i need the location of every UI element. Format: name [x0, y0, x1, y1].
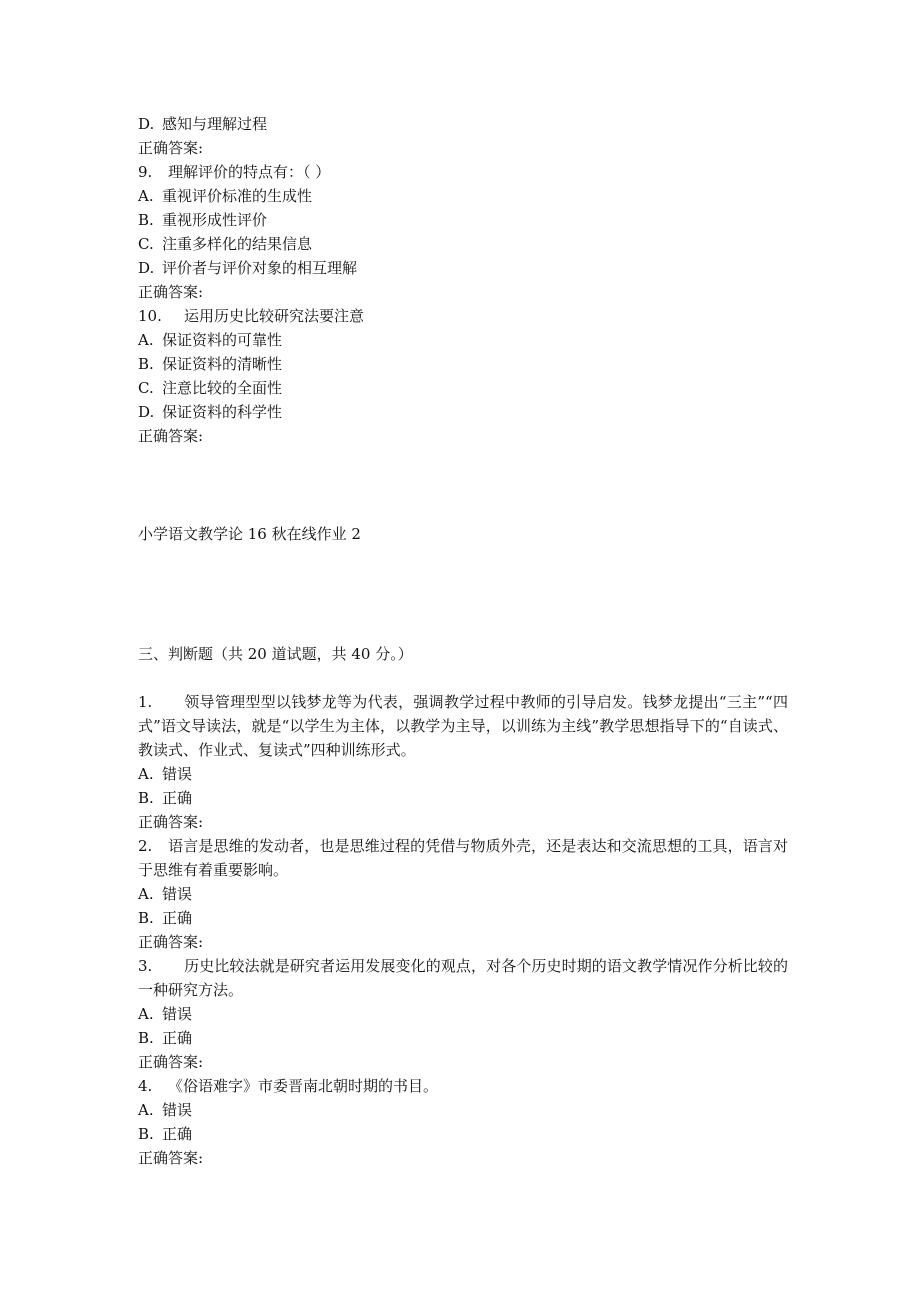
- option-letter: B.: [138, 355, 154, 373]
- option-text: 保证资料的科学性: [162, 403, 283, 421]
- option-text: 错误: [162, 1101, 193, 1119]
- q9-option-d: [138, 256, 788, 280]
- q8-answer-label: 正确答案:: [138, 139, 204, 157]
- option-text: 错误: [162, 885, 193, 903]
- answer-label: 正确答案:: [138, 1149, 204, 1167]
- option-a: [138, 1002, 788, 1026]
- answer-label: 正确答案:: [138, 933, 204, 951]
- option-text: 正确: [162, 1125, 193, 1143]
- option-text: 错误: [162, 1005, 193, 1023]
- option-text: 正确: [162, 789, 193, 807]
- q9-option-a: [138, 184, 788, 208]
- q10-answer-label: 正确答案:: [138, 427, 204, 445]
- option-b: [138, 906, 788, 930]
- question-text: 《俗语难字》市委晋南北朝时期的书目。: [168, 1077, 439, 1095]
- question-text: 运用历史比较研究法要注意: [184, 307, 365, 325]
- q9-answer-label: 正确答案:: [138, 283, 204, 301]
- question-number: 4.: [138, 1077, 153, 1095]
- q9-option-c: [138, 232, 788, 256]
- q8-option-d: [138, 112, 788, 136]
- question-text: 理解评价的特点有：（ ）: [168, 163, 331, 181]
- question-2: [138, 834, 788, 954]
- question-number: 10.: [138, 307, 162, 325]
- question-number: 3.: [138, 957, 153, 975]
- question-stem: [138, 834, 788, 882]
- question-stem: [138, 690, 788, 762]
- question-number: 2.: [138, 837, 153, 855]
- top-question-block: [138, 112, 788, 448]
- option-text: 重视形成性评价: [162, 211, 268, 229]
- q10-option-c: [138, 376, 788, 400]
- judgement-question-block: [138, 690, 788, 1170]
- option-letter: A.: [138, 765, 154, 783]
- option-a: [138, 1098, 788, 1122]
- option-text: 正确: [162, 909, 193, 927]
- option-letter: A.: [138, 187, 154, 205]
- question-text: 语言是思维的发动者，也是思维过程的凭借与物质外壳，还是表达和交流思想的工具，语言对于思维有着重要影响。: [138, 837, 788, 879]
- option-letter: C.: [138, 379, 154, 397]
- option-a: [138, 762, 788, 786]
- option-text: 错误: [162, 765, 193, 783]
- option-letter: B.: [138, 1029, 154, 1047]
- option-letter: A.: [138, 1005, 154, 1023]
- option-text: 正确: [162, 1029, 193, 1047]
- option-letter: D.: [138, 259, 155, 277]
- question-stem: [138, 1074, 788, 1098]
- option-letter: B.: [138, 211, 154, 229]
- option-letter: B.: [138, 1125, 154, 1143]
- option-text: 注意比较的全面性: [162, 379, 283, 397]
- option-b: [138, 1122, 788, 1146]
- question-4: [138, 1074, 788, 1170]
- option-letter: A.: [138, 885, 154, 903]
- question-1: [138, 690, 788, 834]
- option-text: 注重多样化的结果信息: [162, 235, 313, 253]
- option-text: 评价者与评价对象的相互理解: [162, 259, 358, 277]
- question-3: [138, 954, 788, 1074]
- option-text: 保证资料的清晰性: [162, 355, 283, 373]
- q10-option-d: [138, 400, 788, 424]
- option-letter: B.: [138, 789, 154, 807]
- option-text: 重视评价标准的生成性: [162, 187, 313, 205]
- option-letter: D.: [138, 115, 155, 133]
- answer-label: 正确答案:: [138, 813, 204, 831]
- q9-option-b: [138, 208, 788, 232]
- question-stem: [138, 954, 788, 1002]
- assignment-title: 小学语文教学论 16 秋在线作业 2: [138, 525, 361, 543]
- q10-option-b: [138, 352, 788, 376]
- q9-stem: [138, 160, 788, 184]
- option-letter: B.: [138, 909, 154, 927]
- option-text: 感知与理解过程: [162, 115, 268, 133]
- option-letter: C.: [138, 235, 154, 253]
- question-number: 9.: [138, 163, 153, 181]
- option-text: 保证资料的可靠性: [162, 331, 283, 349]
- option-letter: A.: [138, 1101, 154, 1119]
- option-letter: D.: [138, 403, 155, 421]
- section-heading: 三、判断题（共 20 道试题，共 40 分。）: [138, 645, 413, 663]
- option-letter: A.: [138, 331, 154, 349]
- option-b: [138, 786, 788, 810]
- answer-label: 正确答案:: [138, 1053, 204, 1071]
- option-b: [138, 1026, 788, 1050]
- question-text: 领导管理型型以钱梦龙等为代表，强调教学过程中教师的引导启发。钱梦龙提出“三主”“四式”语文导读法，就是“以学生为主体，以教学为主导，以训练为主线”教学思想指导下的“自读式、教读式、作业式、复读式”四种训练形式。: [138, 693, 788, 759]
- question-text: 历史比较法就是研究者运用发展变化的观点，对各个历史时期的语文教学情况作分析比较的一种研究方法。: [138, 957, 788, 999]
- option-a: [138, 882, 788, 906]
- q10-option-a: [138, 328, 788, 352]
- question-number: 1.: [138, 693, 153, 711]
- q10-stem: [138, 304, 788, 328]
